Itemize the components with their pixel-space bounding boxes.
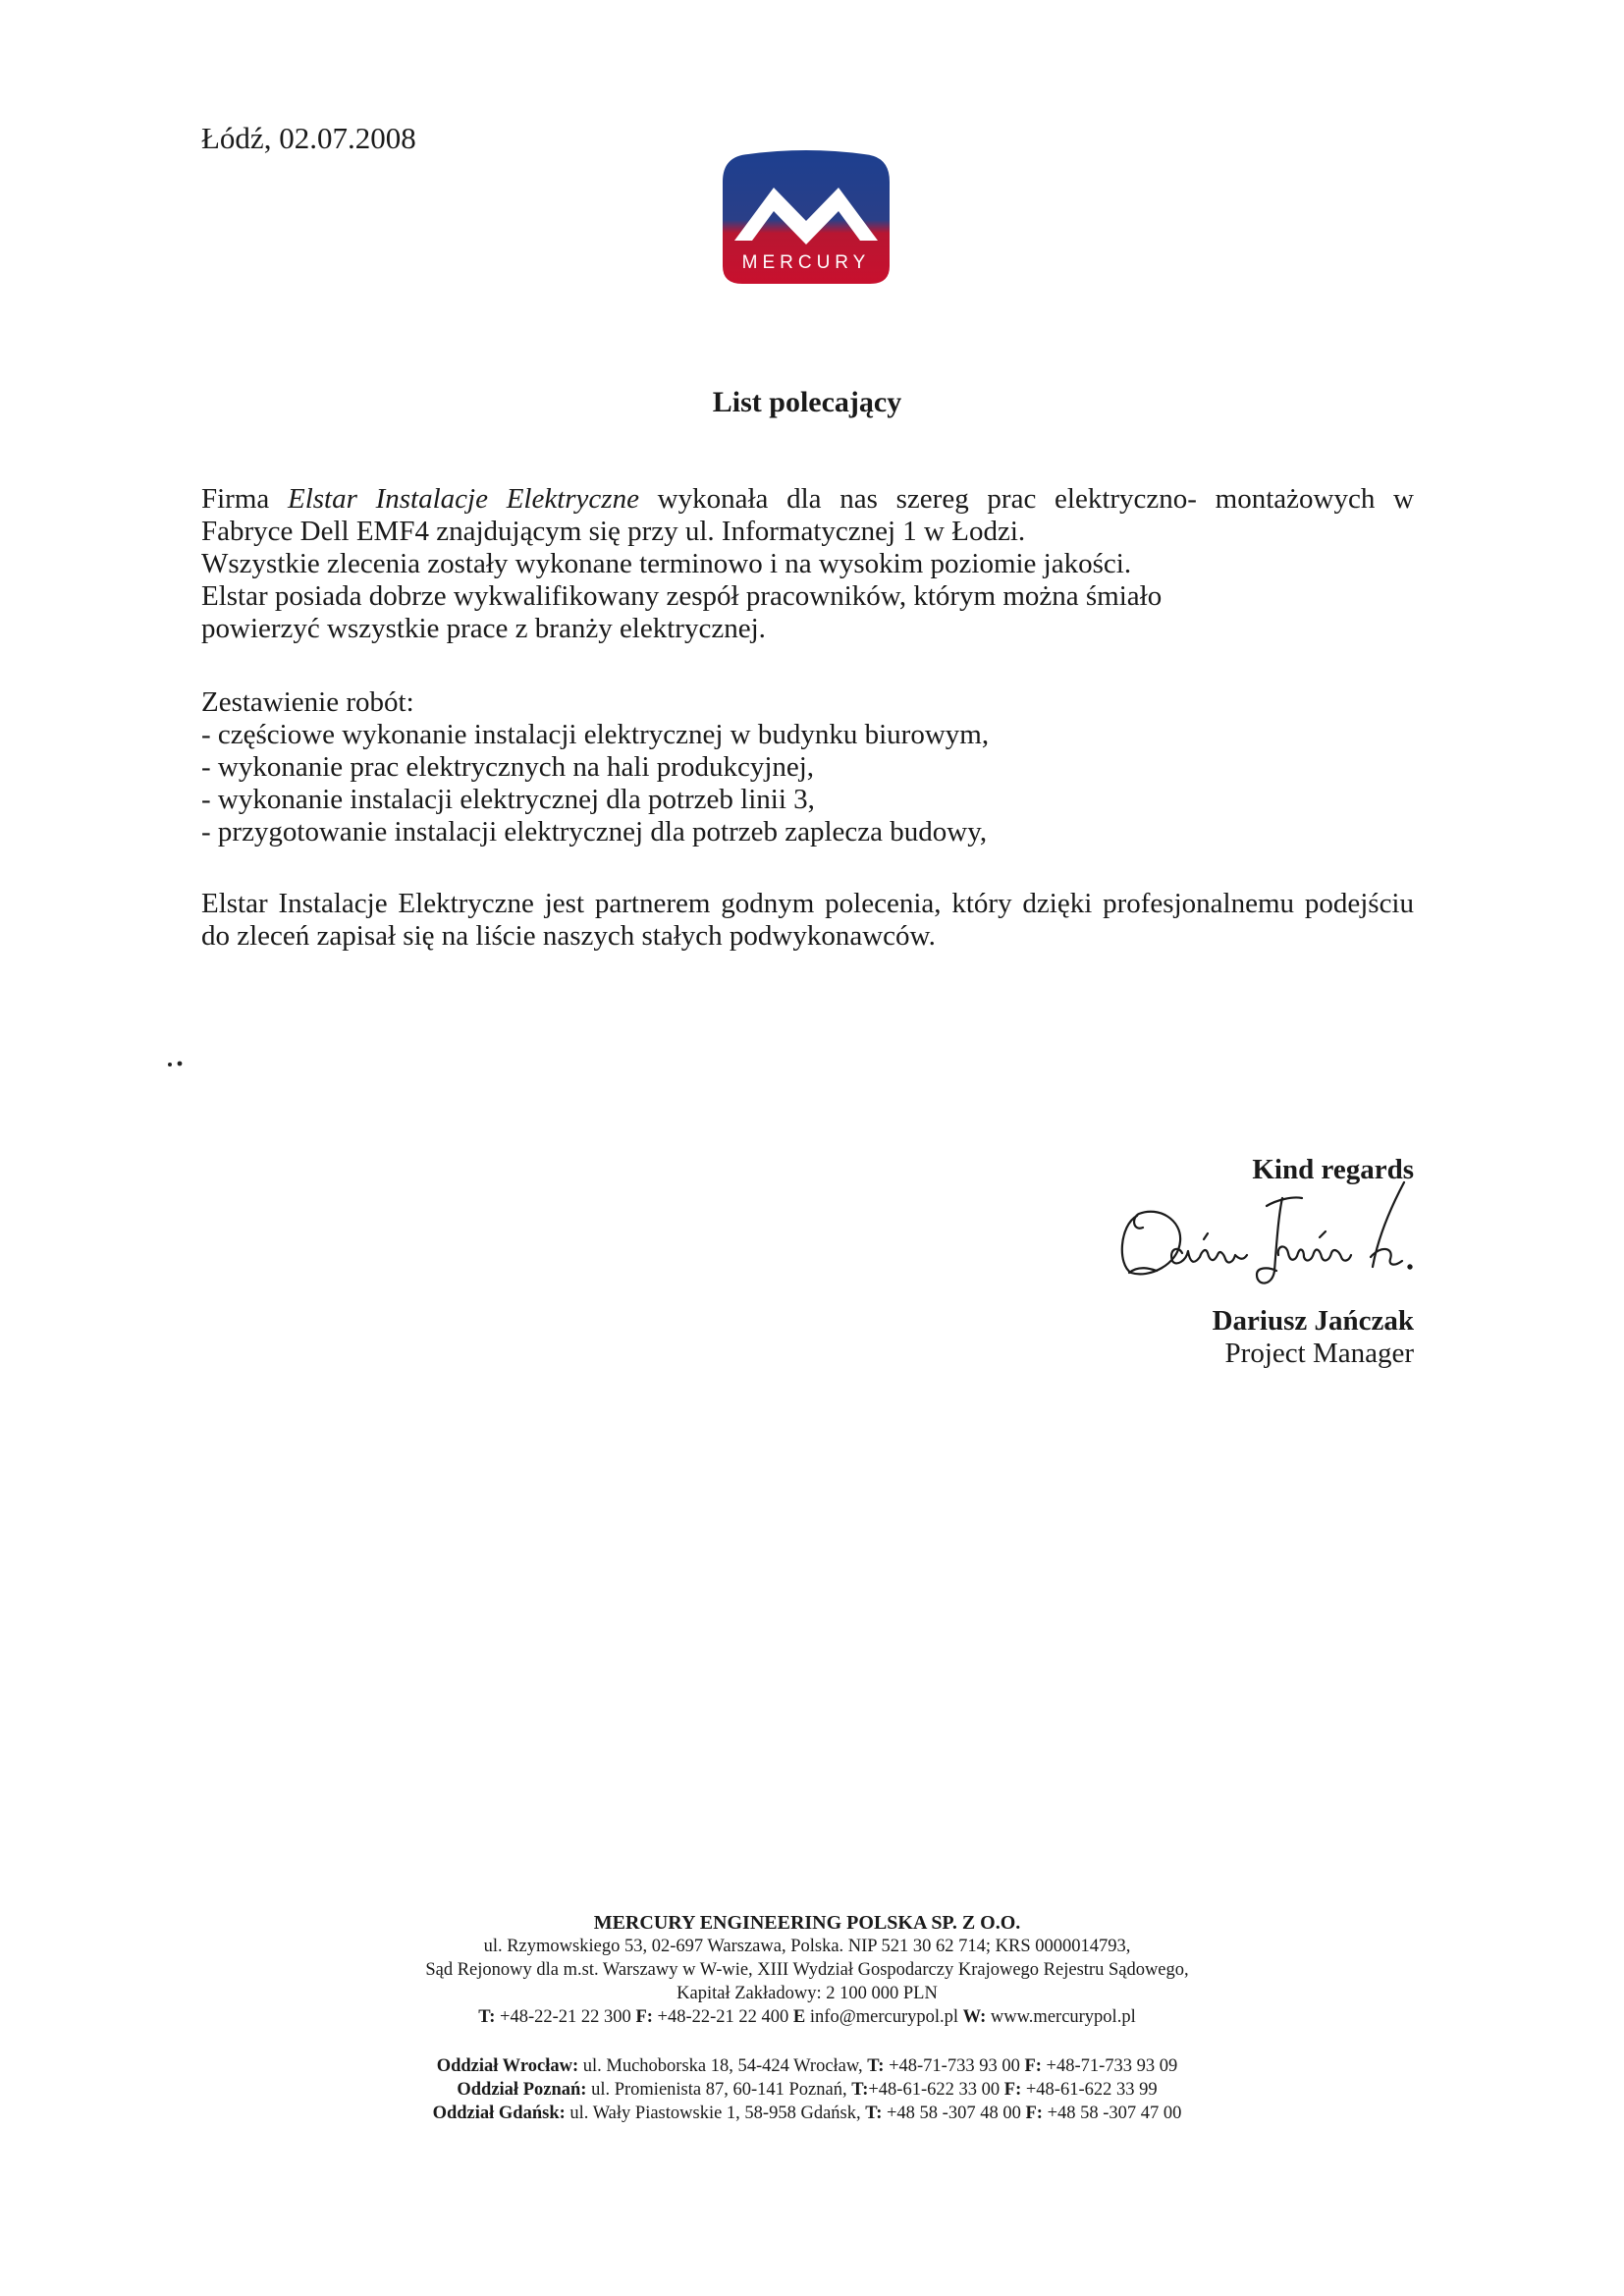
phone-value: +48-22-21 22 300 xyxy=(495,2007,636,2027)
mercury-logo xyxy=(713,150,899,288)
works-list xyxy=(201,686,1414,848)
works-heading: Zestawienie robót: xyxy=(201,686,414,718)
branch-phone-label: T: xyxy=(851,2080,869,2100)
footer-address: ul. Rzymowskiego 53, 02-697 Warszawa, Polska. NIP 521 30 62 714; KRS 0000014793, xyxy=(483,1937,1131,1956)
branch-fax-label: F: xyxy=(1003,2080,1022,2100)
closing-greeting: Kind regards xyxy=(1252,1154,1414,1185)
footer-contact xyxy=(0,2005,1614,2029)
footer-company-name: MERCURY ENGINEERING POLSKA SP. Z O.O. xyxy=(593,1912,1021,1934)
works-item: - częściowe wykonanie instalacji elektrycznej w budynku biurowym, xyxy=(201,719,990,750)
website-value: www.mercurypol.pl xyxy=(986,2007,1136,2027)
branch-address: ul. Muchoborska 18, 54-424 Wrocław, xyxy=(578,2056,868,2076)
intro-line-5: powierzyć wszystkie prace z branży elektrycznej. xyxy=(201,613,766,644)
mercury-logo-image xyxy=(713,150,899,288)
works-item: - przygotowanie instalacji elektrycznej dla potrzeb zaplecza budowy, xyxy=(201,816,988,847)
branch-phone: +48 58 -307 48 00 xyxy=(882,2104,1026,2123)
branch-phone-label: T: xyxy=(865,2104,883,2123)
intro-line-4: Elstar posiada dobrze wykwalifikowany zespół pracowników, którym można śmiało xyxy=(201,580,1163,612)
intro-paragraph xyxy=(201,483,1414,645)
branch-fax: +48 58 -307 47 00 xyxy=(1042,2104,1182,2123)
intro-line-2: Fabryce Dell EMF4 znajdującym się przy ul. Informatycznej 1 w Łodzi. xyxy=(201,516,1026,547)
signer-role: Project Manager xyxy=(1224,1338,1414,1369)
phone-label: T: xyxy=(478,2007,496,2027)
branch-phone-label: T: xyxy=(867,2056,885,2076)
branch-label: Oddział Wrocław: xyxy=(436,2056,579,2076)
branch-label: Oddział Gdańsk: xyxy=(432,2104,566,2123)
branch-phone: +48-71-733 93 00 xyxy=(884,2056,1025,2076)
scan-mark xyxy=(166,1059,186,1068)
footer-court: Sąd Rejonowy dla m.st. Warszawy w W-wie, XIII Wydział Gospodarczy Krajowego Rejestru Sądowego, xyxy=(425,1960,1189,1980)
branch-address: ul. Promienista 87, 60-141 Poznań, xyxy=(586,2080,852,2100)
branch-line xyxy=(0,2102,1614,2125)
intro-line-1-rest: wykonała dla nas szereg prac elektryczno- montażowych w xyxy=(638,483,1414,515)
date-line: Łódź, 02.07.2008 xyxy=(201,121,416,155)
footer-company-details xyxy=(0,1935,1614,2029)
branch-fax: +48-71-733 93 09 xyxy=(1041,2056,1178,2076)
branch-address: ul. Wały Piastowskie 1, 58-958 Gdańsk, xyxy=(565,2104,866,2123)
email-label: E xyxy=(792,2007,806,2027)
branch-fax-label: F: xyxy=(1024,2056,1042,2076)
branch-fax-label: F: xyxy=(1025,2104,1043,2123)
letter-title: List polecający xyxy=(712,386,902,418)
email-value: info@mercurypol.pl xyxy=(805,2007,963,2027)
handwritten-signature xyxy=(1110,1176,1424,1292)
logo-wordmark: MERCURY xyxy=(741,252,871,273)
fax-value: +48-22-21 22 400 xyxy=(652,2007,793,2027)
branch-line xyxy=(0,2078,1614,2102)
footer-branches xyxy=(0,2054,1614,2125)
website-label: W: xyxy=(962,2007,987,2027)
works-item: - wykonanie instalacji elektrycznej dla potrzeb linii 3, xyxy=(201,784,815,815)
branch-phone: +48-61-622 33 00 xyxy=(868,2080,1004,2100)
branch-fax: +48-61-622 33 99 xyxy=(1021,2080,1158,2100)
conclusion-paragraph: Elstar Instalacje Elektryczne jest partnerem godnym polecenia, który dzięki profesjonalnemu podejściu do zleceń zapisał się na liście naszych stałych podwykonawców. xyxy=(201,888,1414,952)
intro-prefix: Firma xyxy=(201,483,288,515)
intro-line-3: Wszystkie zlecenia zostały wykonane terminowo i na wysokim poziomie jakości. xyxy=(201,548,1132,579)
intro-line-1 xyxy=(201,483,1414,516)
branch-label: Oddział Poznań: xyxy=(457,2080,587,2100)
footer-capital: Kapitał Zakładowy: 2 100 000 PLN xyxy=(677,1984,938,2003)
fax-label: F: xyxy=(635,2007,653,2027)
branch-line xyxy=(0,2054,1614,2078)
signer-name: Dariusz Jańczak xyxy=(1212,1305,1414,1337)
company-name-italic: Elstar Instalacje Elektryczne xyxy=(288,483,639,515)
works-item: - wykonanie prac elektrycznych na hali produkcyjnej, xyxy=(201,751,815,783)
